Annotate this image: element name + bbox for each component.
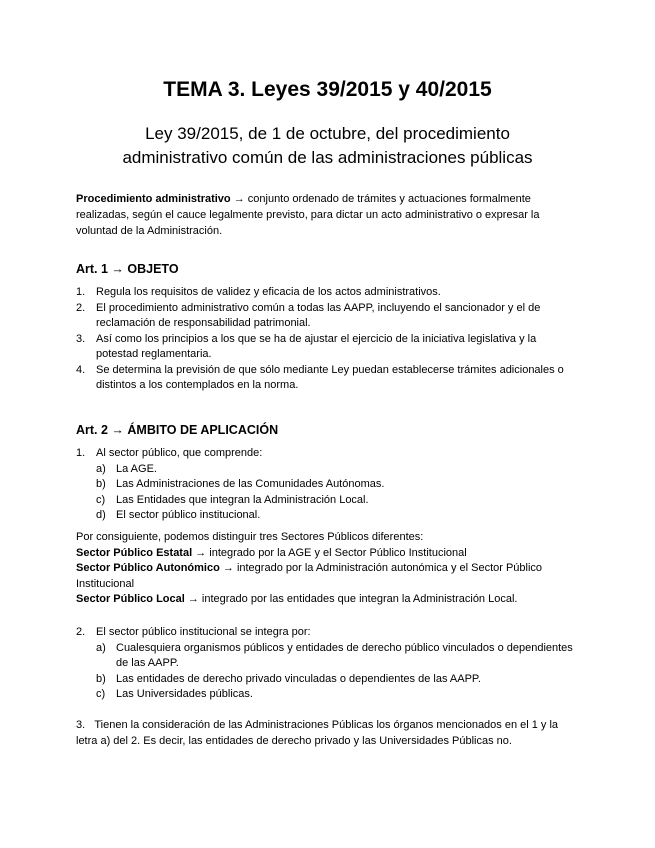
definition-paragraph [76, 191, 576, 239]
art2-item2-block [76, 625, 576, 703]
sector-line [76, 561, 576, 592]
art1-list [76, 285, 576, 394]
law-subtitle-line-2: administrativo común de las administraciones públicas [122, 148, 533, 167]
sub-item-letter: b) [96, 672, 106, 685]
sub-item-letter: a) [96, 641, 106, 654]
sub-item-text: Cualesquiera organismos públicos y entidades de derecho público vinculados o dependientes de las AAPP. [116, 641, 573, 669]
sector-text: → integrado por la Administración autonómica y el Sector Público Institucional [76, 562, 543, 590]
art2-item [76, 446, 576, 462]
item-number: 2. [76, 301, 86, 314]
item-text: Se determina la previsión de que sólo mediante Ley puedan establecerse trámites adicionales o distintos a los contemplados en la norma. [96, 363, 564, 391]
sub-item [76, 508, 576, 524]
item-text: El sector público institucional se integra por: [96, 626, 311, 638]
art2-heading: Art. 2 → ÁMBITO DE APLICACIÓN [76, 423, 279, 437]
art2-item3-block [76, 718, 576, 749]
item-text: Así como los principios a los que se ha de ajustar el ejercicio de la iniciativa legislativa y la potestad reglamentaria. [96, 332, 537, 360]
consequence-text: Por consiguiente, podemos distinguir tres Sectores Públicos diferentes: [76, 531, 424, 543]
sub-item [76, 477, 576, 493]
item-text: Tienen la consideración de las Administraciones Públicas los órganos mencionados en el 1 y la letra a) del 2. Es decir, las entidades de derecho privado y las Universidades Públicas no. [76, 719, 559, 747]
sub-item-text: La AGE. [116, 462, 157, 475]
art2-item [76, 625, 576, 641]
item-number: 3. [76, 719, 86, 731]
art1-item [76, 285, 576, 301]
law-subtitle [40, 122, 615, 170]
sub-item-letter: a) [96, 462, 106, 475]
sub-item-letter: d) [96, 509, 106, 521]
sub-item [76, 462, 576, 478]
law-subtitle-line-1: Ley 39/2015, de 1 de octubre, del procedimiento [145, 124, 510, 143]
definition-term: Procedimiento administrativo [76, 193, 231, 205]
art1-item [76, 332, 576, 363]
item-number: 1. [76, 286, 86, 298]
sector-text: → integrado por las entidades que integran la Administración Local. [184, 593, 518, 605]
sub-item-text: Las Universidades públicas. [116, 688, 253, 700]
sub-item-letter: c) [96, 493, 106, 506]
item-text: El procedimiento administrativo común a todas las AAPP, incluyendo el sancionador y el de reclamación de responsabilidad patrimonial. [96, 301, 541, 329]
sector-line [76, 546, 576, 562]
sub-item [76, 641, 576, 672]
art1-item [76, 363, 576, 394]
art2-item1-block [76, 446, 576, 524]
definition-text: → conjunto ordenado de trámites y actuaciones formalmente realizadas, según el cauce legalmente previsto, para dictar un acto administrativo o expresar la voluntad de la Administración. [76, 193, 540, 237]
sub-item-letter: c) [96, 688, 106, 700]
item-number: 1. [76, 447, 86, 459]
sectors-block [76, 530, 576, 608]
sector-text: → integrado por la AGE y el Sector Público Institucional [192, 546, 467, 559]
art1-heading: Art. 1 → OBJETO [76, 262, 179, 276]
sub-item-text: El sector público institucional. [116, 509, 261, 521]
sub-item-text: Las Entidades que integran la Administración Local. [116, 493, 369, 506]
art1-item [76, 301, 576, 332]
sub-item-letter: b) [96, 478, 106, 490]
item-number: 3. [76, 332, 86, 345]
art2-item3-paragraph [76, 718, 576, 749]
item-number: 4. [76, 363, 86, 376]
sub-item [76, 687, 576, 703]
sector-name: Sector Público Estatal [76, 546, 193, 559]
sector-line [76, 592, 576, 608]
sub-item-text: Las entidades de derecho privado vinculadas o dependientes de las AAPP. [116, 672, 481, 685]
sector-name: Sector Público Local [76, 593, 185, 605]
document-title: TEMA 3. Leyes 39/2015 y 40/2015 [163, 78, 492, 101]
item-text: Al sector público, que comprende: [96, 447, 263, 459]
sub-item [76, 672, 576, 688]
item-text: Regula los requisitos de validez y eficacia de los actos administrativos. [96, 286, 441, 298]
sub-item [76, 493, 576, 509]
sector-name: Sector Público Autonómico [76, 562, 220, 574]
item-number: 2. [76, 626, 86, 638]
sub-item-text: Las Administraciones de las Comunidades Autónomas. [116, 478, 385, 490]
